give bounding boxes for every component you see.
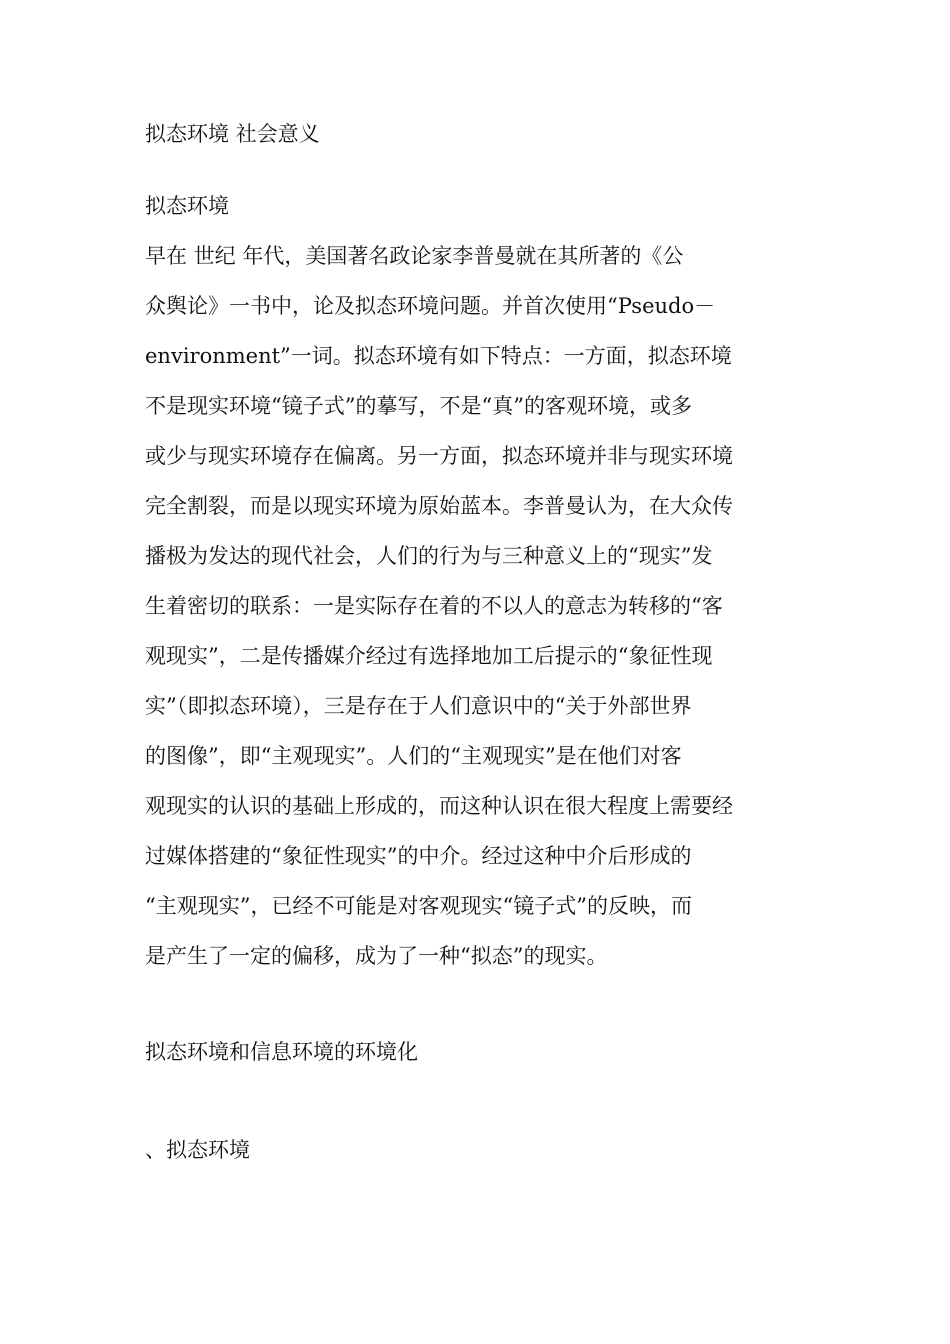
paragraph-line: 是产生了一定的偏移，成为了一种“拟态”的现实。 <box>145 944 608 968</box>
paragraph-line: 过媒体搭建的“象征性现实”的中介。经过这种中介后形成的 <box>145 844 692 868</box>
paragraph-line: “主观现实”，已经不可能是对客观现实“镜子式”的反映，而 <box>145 894 692 918</box>
document-title: 拟态环境 社会意义 <box>145 122 320 146</box>
paragraph-line: 实”（即拟态环境），三是存在于人们意识中的“关于外部世界 <box>145 694 692 718</box>
list-heading: 、拟态环境 <box>145 1138 250 1162</box>
paragraph-line: 不是现实环境“镜子式”的摹写，不是“真”的客观环境，或多 <box>145 394 692 418</box>
body-paragraph <box>145 240 810 990</box>
paragraph-line: 完全割裂，而是以现实环境为原始蓝本。李普曼认为，在大众传 <box>145 494 733 518</box>
paragraph-line: 或少与现实环境存在偏离。另一方面，拟态环境并非与现实环境 <box>145 444 733 468</box>
paragraph-line: 观现实的认识的基础上形成的，而这种认识在很大程度上需要经 <box>145 794 733 818</box>
paragraph-line: 生着密切的联系：一是实际存在着的不以人的意志为转移的“客 <box>145 594 723 618</box>
paragraph-line: 播极为发达的现代社会，人们的行为与三种意义上的“现实”发 <box>145 544 713 568</box>
subsection-heading: 拟态环境和信息环境的环境化 <box>145 1040 418 1064</box>
paragraph-line: 观现实”，二是传播媒介经过有选择地加工后提示的“象征性现 <box>145 644 713 668</box>
paragraph-line: 众舆论》一书中，论及拟态环境问题。并首次使用“Pseudo－ <box>145 294 716 318</box>
section-heading: 拟态环境 <box>145 194 229 218</box>
paragraph-line: 早在 世纪 年代，美国著名政论家李普曼就在其所著的《公 <box>145 244 684 268</box>
paragraph-line: 的图像”，即“主观现实”。人们的“主观现实”是在他们对客 <box>145 744 682 768</box>
paragraph-line: environment”一词。拟态环境有如下特点：一方面，拟态环境 <box>145 344 732 368</box>
